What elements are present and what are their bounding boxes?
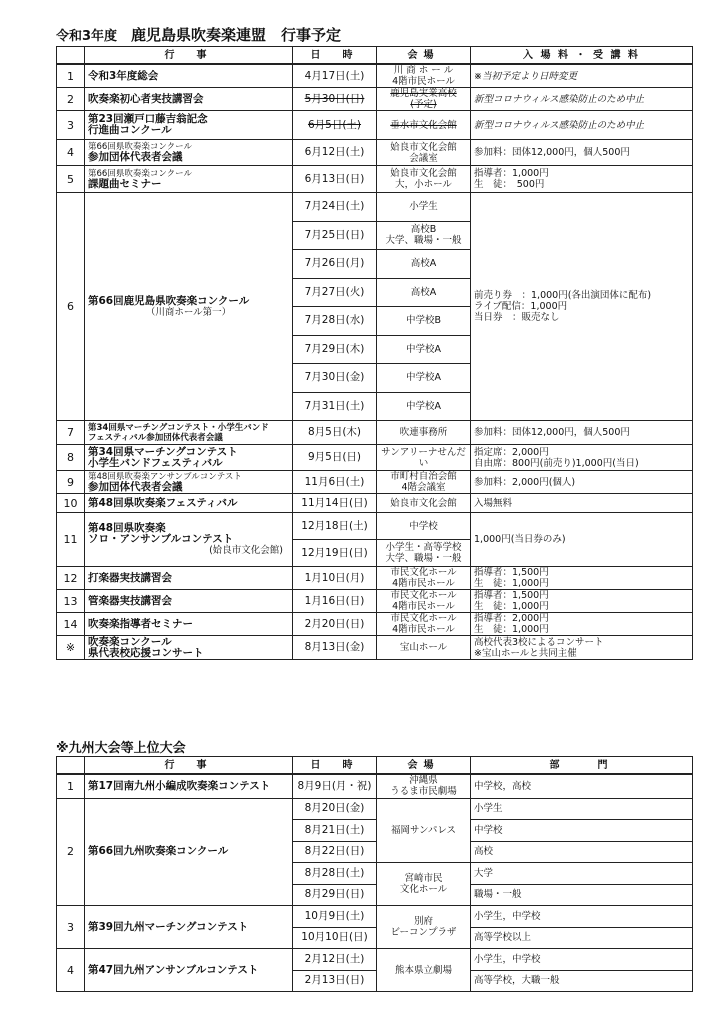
table-row [57,111,693,140]
event-date: 10月10日(日) [293,927,377,949]
row-number: 2 [57,88,85,111]
event-department: 小学生，中学校 [471,949,693,971]
event-division: 高校A [377,278,471,307]
event-date: 8月20日(金) [293,798,377,820]
event-department: 大学 [471,863,693,885]
table-row [57,494,693,513]
event-date: 1月10日(月) [293,567,377,590]
event-date: 8月29日(日) [293,884,377,906]
event-name: 第39回九州マーチングコンテスト [85,906,293,949]
event-date: 8月22日(日) [293,841,377,863]
event-venue: 福岡サンパレス [377,798,471,863]
event-title: 令和3年度総会 [88,69,159,82]
kyushu-schedule-table [56,756,693,992]
event-fee: 指導者：1,500円 生 徒：1,000円 [471,567,693,590]
row-number: 3 [57,111,85,140]
event-date: 4月17日(土) [293,64,377,88]
table-row [57,193,693,222]
event-fee: 参加料：団体12,000円，個人500円 [471,421,693,445]
event-date: 7月30日(金) [293,364,377,393]
event-department: 高等学校以上 [471,927,693,949]
event-venue: 姶良市文化会館 会議室 [377,140,471,166]
event-name [85,567,293,590]
event-department: 職場・一般 [471,884,693,906]
event-title: 第48回県吹奏楽フェスティバル [88,496,238,509]
event-date: 6月13日(日) [293,166,377,193]
table-row [57,906,693,928]
row-number: 6 [57,193,85,421]
event-fee: 指定席：2,000円 自由席：800円(前売り)1,000円(当日) [471,445,693,471]
col-date-header: 日 時 [293,47,377,65]
col-venue-header: 会場 [377,47,471,65]
table-row [57,798,693,820]
event-title: 第34回県マーチングコンテスト 小学生バンドフェスティバル [88,445,238,469]
row-number: 13 [57,590,85,613]
event-title: 第23回瀬戸口藤吉翁記念 行進曲コンクール [88,113,208,136]
event-fee: 参加料：2,000円(個人) [471,471,693,494]
event-name [85,64,293,88]
event-date: 7月31日(土) [293,392,377,421]
table-row [57,567,693,590]
event-date: 8月9日(月・祝) [293,774,377,798]
event-date: 7月29日(木) [293,335,377,364]
event-date: 7月25日(日) [293,221,377,250]
event-series-label: 第66回県吹奏楽コンクール [88,168,192,179]
table-header-row [57,757,693,775]
event-fee: 指導者：1,000円 生 徒： 500円 [471,166,693,193]
event-name [85,494,293,513]
event-title: 参加団体代表者会議 [88,151,183,163]
event-fee: 指導者：2,000円 生 徒：1,000円 [471,613,693,636]
row-number: 4 [57,140,85,166]
event-venue: サンアリーナせんだい [377,445,471,471]
event-department: 小学生，中学校 [471,906,693,928]
event-division: 中学校B [377,307,471,336]
event-date: 8月21日(土) [293,820,377,842]
event-fee: 1,000円(当日券のみ) [471,513,693,567]
event-name [85,421,293,445]
event-date: 6月12日(土) [293,140,377,166]
event-title: 吹奏楽初心者実技講習会 [88,92,204,105]
table-row [57,774,693,798]
row-number: 1 [57,64,85,88]
event-name [85,590,293,613]
table-row [57,949,693,971]
event-date: 12月18日(土) [293,513,377,540]
event-fee: 前売り券 ：1,000円(各出演団体に配布) ライブ配信：1,000円 当日券 ：販売なし [471,193,693,421]
event-date: 10月9日(土) [293,906,377,928]
event-venue-note: （川商ホール第一） [145,306,232,318]
event-schedule-table [56,46,693,660]
table-row [57,421,693,445]
event-date: 7月26日(月) [293,250,377,279]
row-number: 11 [57,513,85,567]
event-title: 第34回県マーチングコンテスト・小学生バンド フェスティバル参加団体代表者会議 [88,422,269,443]
event-title: 吹奏楽コンクール 県代表校応援コンサート [88,635,204,659]
event-department: 高校 [471,841,693,863]
table-row [57,513,693,540]
event-title: 第66回鹿児島県吹奏楽コンクール [88,294,250,307]
table-row [57,64,693,88]
row-number: 8 [57,445,85,471]
event-division: 中学校A [377,364,471,393]
table-row [57,140,693,166]
row-number: 4 [57,949,85,992]
row-number: 12 [57,567,85,590]
event-venue: 熊本県立劇場 [377,949,471,992]
event-venue: 垂水市文化会館 [377,111,471,140]
col-venue-header: 会場 [377,757,471,775]
event-name [85,88,293,111]
table-row [57,445,693,471]
event-department: 高等学校，大職一般 [471,970,693,992]
event-division: 中学校A [377,335,471,364]
table-row [57,636,693,660]
event-date: 7月28日(水) [293,307,377,336]
event-division: 中学校A [377,392,471,421]
row-number: ※ [57,636,85,660]
event-title: 参加団体代表者会議 [88,480,183,493]
event-fee: 高校代表3校によるコンサート ※宝山ホールと共同主催 [471,636,693,660]
col-event-header: 行 事 [85,47,293,65]
event-title: 吹奏楽指導者セミナー [88,617,193,630]
col-dept-header: 部 門 [471,757,693,775]
event-venue: 吹連事務所 [377,421,471,445]
event-venue: 別府 ビーコンプラザ [377,906,471,949]
event-date: 2月12日(土) [293,949,377,971]
fiscal-year-label: 令和3年度 [56,29,118,44]
col-date-header: 日 時 [293,757,377,775]
event-name [85,636,293,660]
event-date: 8月13日(金) [293,636,377,660]
event-fee: 新型コロナウィルス感染防止のため中止 [471,88,693,111]
event-series-label: 第66回県吹奏楽コンクール [88,142,192,152]
row-number: 3 [57,906,85,949]
event-division: 中学校 [377,513,471,540]
row-number: 7 [57,421,85,445]
event-name: 第66回九州吹奏楽コンクール [85,798,293,906]
event-fee: 参加料：団体12,000円，個人500円 [471,140,693,166]
event-date: 8月5日(木) [293,421,377,445]
event-title: 第48回県吹奏楽 ソロ・アンサンブルコンテスト [88,522,234,545]
event-fee: 指導者：1,500円 生 徒：1,000円 [471,590,693,613]
event-name [85,445,293,471]
col-event-header: 行 事 [85,757,293,775]
event-name [85,471,293,494]
event-venue: 市民文化ホール 4階市民ホール [377,590,471,613]
table-row [57,613,693,636]
event-name [85,613,293,636]
event-division: 小学生・高等学校 大学、職場・一般 [377,540,471,567]
event-title: 打楽器実技講習会 [88,571,172,584]
row-number: 2 [57,798,85,906]
event-date: 7月27日(火) [293,278,377,307]
event-venue: 沖縄県 うるま市民劇場 [377,774,471,798]
event-venue: 宮崎市民 文化ホール [377,863,471,906]
col-no-header [57,47,85,65]
event-fee: 新型コロナウィルス感染防止のため中止 [471,111,693,140]
event-name: 第47回九州アンサンブルコンテスト [85,949,293,992]
event-division: 高校B 大学、職場・一般 [377,221,471,250]
event-date: 6月5日(土) [293,111,377,140]
event-venue: 姶良市文化会館 大，小ホール [377,166,471,193]
event-venue: 市民文化ホール 4階市民ホール [377,567,471,590]
col-no-header [57,757,85,775]
row-number: 1 [57,774,85,798]
event-venue: 姶良市文化会館 [377,494,471,513]
section-title-kyushu: ※九州大会等上位大会 [56,741,186,756]
event-venue: 鹿児島実業高校 (予定) [377,88,471,111]
event-department: 中学校，高校 [471,774,693,798]
event-venue: 市町村自治会館 4階会議室 [377,471,471,494]
event-date: 5月30日(日) [293,88,377,111]
event-department: 中学校 [471,820,693,842]
event-date: 11月6日(土) [293,471,377,494]
event-date: 8月28日(土) [293,863,377,885]
event-date: 2月13日(日) [293,970,377,992]
event-fee: ※当初予定より日時変更 [471,64,693,88]
row-number: 10 [57,494,85,513]
event-title: 課題曲セミナー [88,177,162,190]
table-header-row [57,47,693,65]
event-date: 11月14日(日) [293,494,377,513]
main-title: 鹿児島県吹奏楽連盟 行事予定 [131,26,342,44]
col-fee-header: 入 場 料 ・ 受 講 料 [471,47,693,65]
event-date: 12月19日(日) [293,540,377,567]
event-venue-note: (姶良市文化会館) [209,545,283,556]
event-venue: 川 商 ホ ー ル 4階市民ホール [377,64,471,88]
event-date: 1月16日(日) [293,590,377,613]
event-venue: 宝山ホール [377,636,471,660]
row-number: 5 [57,166,85,193]
table-row [57,471,693,494]
event-date: 7月24日(土) [293,193,377,222]
event-title: 管楽器実技講習会 [88,594,172,607]
event-date: 9月5日(日) [293,445,377,471]
event-department: 小学生 [471,798,693,820]
table-row [57,590,693,613]
table-row [57,88,693,111]
event-series-label: 第48回県吹奏楽アンサンブルコンテスト [88,471,242,482]
table-row [57,166,693,193]
row-number: 14 [57,613,85,636]
event-name [85,193,293,421]
event-name: 第17回南九州小編成吹奏楽コンテスト [85,774,293,798]
event-name [85,111,293,140]
event-venue: 市民文化ホール 4階市民ホール [377,613,471,636]
event-name [85,513,293,567]
event-division: 小学生 [377,193,471,222]
event-name [85,140,293,166]
row-number: 9 [57,471,85,494]
page-title [56,24,341,45]
event-name [85,166,293,193]
event-fee: 入場無料 [471,494,693,513]
event-date: 2月20日(日) [293,613,377,636]
event-division: 高校A [377,250,471,279]
